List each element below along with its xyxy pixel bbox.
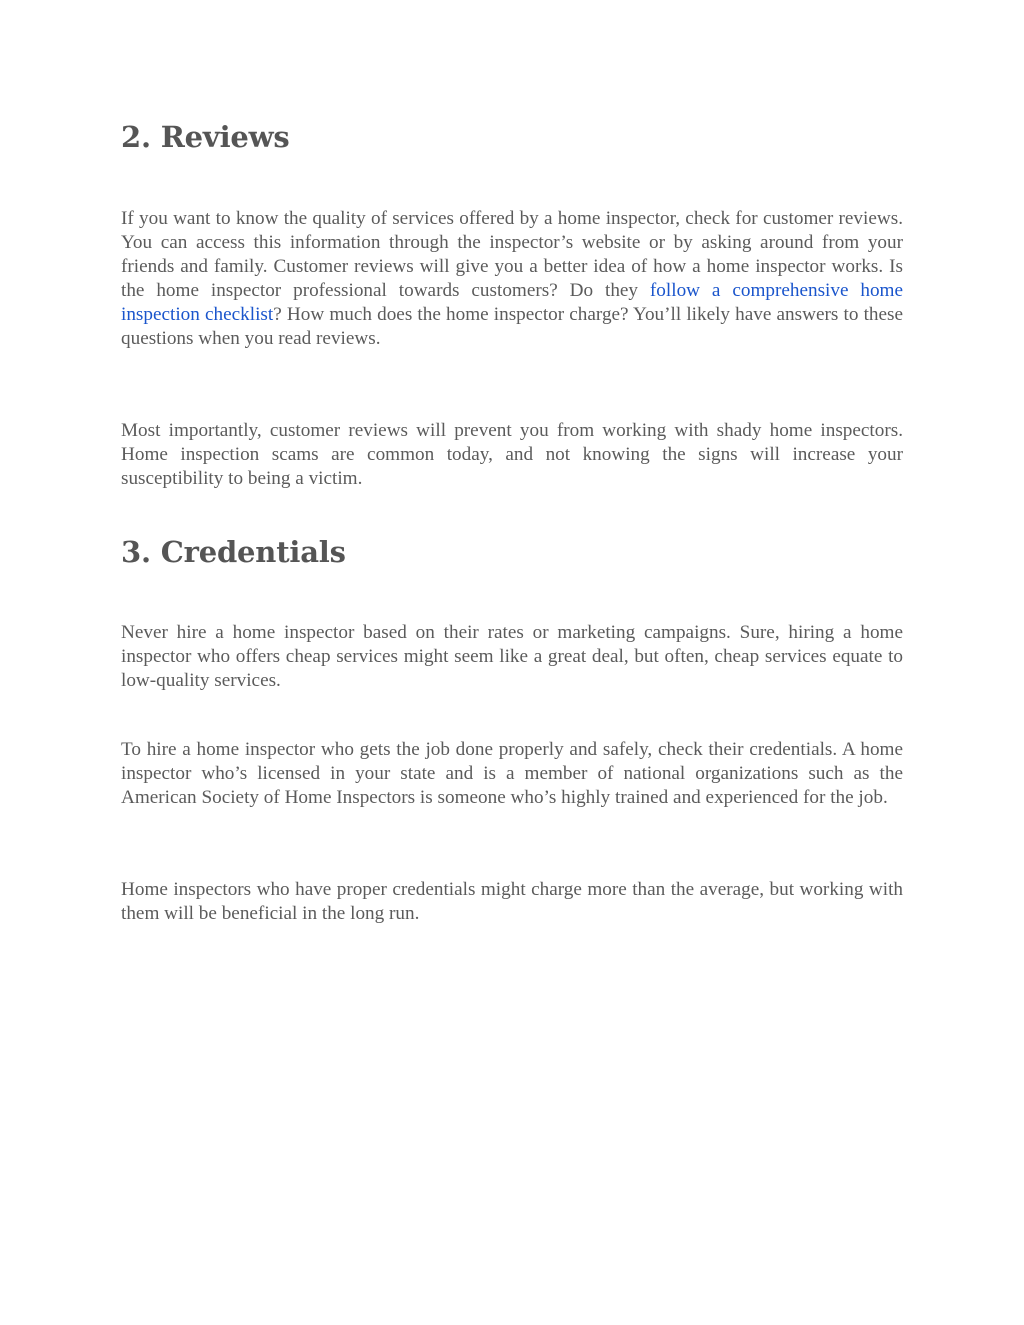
checklist-link[interactable]: follow a comprehensive home inspection checklist	[121, 280, 904, 325]
credentials-paragraph-3: Home inspectors who have proper credentials might charge more than the average, but working with them will be beneficial in the long run.	[121, 879, 903, 924]
paragraph-text: If you want to know the quality of services offered by a home inspector, check for customer reviews. You can access this information through the inspector’s website or by asking around from your friends and family. Customer reviews will give you a better idea of how a home inspector works. Is the home inspector professional towards customers? Do they	[121, 208, 903, 301]
reviews-paragraph-2: Most importantly, customer reviews will prevent you from working with shady home inspectors. Home inspection scams are common today, and not knowing the signs will increase your susceptibility to being a victim.	[121, 420, 903, 489]
credentials-paragraph-1: Never hire a home inspector based on their rates or marketing campaigns. Sure, hiring a home inspector who offers cheap services might seem like a great deal, but often, cheap services equate to low-quality services.	[121, 622, 903, 691]
credentials-paragraph-2: To hire a home inspector who gets the job done properly and safely, check their credentials. A home inspector who’s licensed in your state and is a member of national organizations such as the American Society of Home Inspectors is someone who’s highly trained and experienced for the job.	[121, 739, 903, 808]
reviews-paragraph-1	[121, 207, 903, 351]
section-heading-credentials: 3. Credentials	[121, 535, 346, 569]
section-heading-reviews: 2. Reviews	[121, 120, 290, 154]
paragraph-text: ? How much does the home inspector charge? You’ll likely have answers to these questions when you read reviews.	[121, 304, 903, 349]
